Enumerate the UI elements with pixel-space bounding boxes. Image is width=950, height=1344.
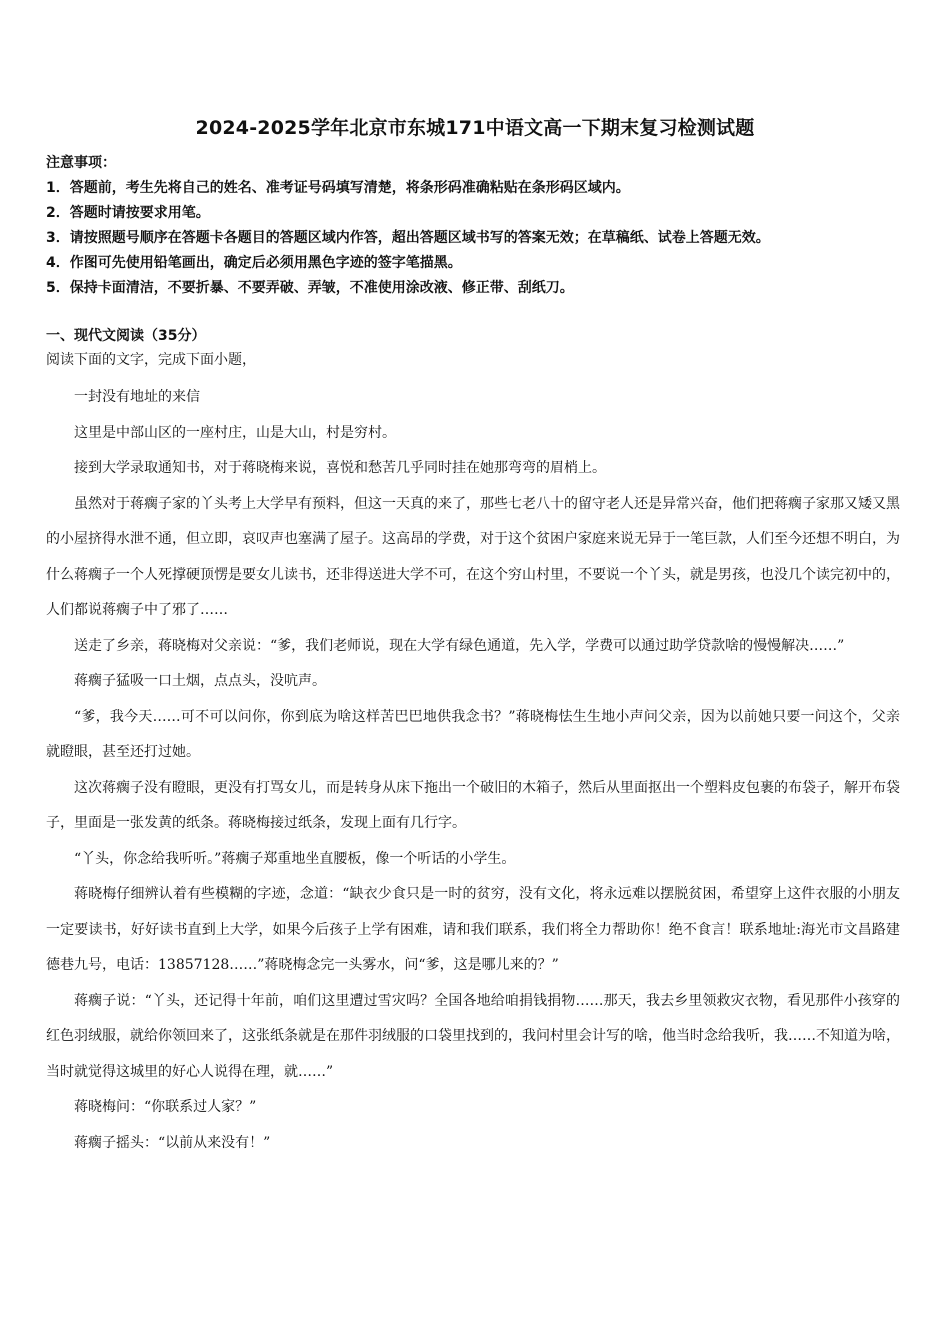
article-body [46, 380, 900, 1161]
article-paragraph: 蒋瘸子说：“丫头，还记得十年前，咱们这里遭过雪灾吗？全国各地给咱捐钱捐物……那天，我去乡里领救灾衣物，看见那件小孩穿的红色羽绒服，就给你领回来了，这张纸条就是在那件羽绒服的口袋里找到的，我问村里会计写的啥，他当时念给我听，我……不知道为啥，当时就觉得这城里的好心人说得在理，就……” [46, 992, 900, 1080]
notice-heading: 注意事项： [46, 155, 116, 171]
article-paragraph: 虽然对于蒋瘸子家的丫头考上大学早有预料，但这一天真的来了，那些七老八十的留守老人还是异常兴奋，他们把蒋瘸子家那又矮又黑的小屋挤得水泄不通，但立即，哀叹声也塞满了屋子。这高昂的学费，对于这个贫困户家庭来说无异于一笔巨款，人们至今还想不明白，为什么蒋瘸子一个人死撑硬顶愣是要女儿读书，还非得送进大学不可，在这个穷山村里，不要说一个丫头，就是男孩，也没几个读完初中的，人们都说蒋瘸子中了邪了…… [46, 495, 900, 618]
article-paragraph: 接到大学录取通知书，对于蒋晓梅来说，喜悦和愁苦几乎同时挂在她那弯弯的眉梢上。 [74, 460, 606, 476]
article-paragraph: 蒋瘸子猛吸一口土烟，点点头，没吭声。 [74, 673, 326, 689]
notice-item: 3．请按照题号顺序在答题卡各题目的答题区域内作答，超出答题区域书写的答案无效；在草稿纸、试卷上答题无效。 [46, 230, 770, 246]
notice-item: 5．保持卡面清洁，不要折暴、不要弄破、弄皱，不准使用涂改液、修正带、刮纸刀。 [46, 280, 574, 296]
article-paragraph: 这次蒋瘸子没有瞪眼，更没有打骂女儿，而是转身从床下拖出一个破旧的木箱子，然后从里面抠出一个塑料皮包裹的布袋子，解开布袋子，里面是一张发黄的纸条。蒋晓梅接过纸条，发现上面有几行字。 [46, 779, 900, 831]
article-paragraph: 蒋晓梅问：“你联系过人家？” [74, 1099, 257, 1115]
article-paragraph: “爹，我今天……可不可以问你，你到底为啥这样苦巴巴地供我念书？”蒋晓梅怯生生地小声问父亲，因为以前她只要一问这个，父亲就瞪眼，甚至还打过她。 [46, 708, 900, 760]
article-paragraph: 蒋晓梅仔细辨认着有些模糊的字迹，念道：“缺衣少食只是一时的贫穷，没有文化，将永远难以摆脱贫困，希望穿上这件衣服的小朋友一定要读书，好好读书直到上大学，如果今后孩子上学有困难，请和我们联系，我们将全力帮助你！绝不食言！联系地址:海光市文昌路建德巷九号，电话：13857128……”蒋晓梅念完一头雾水，问“爹，这是哪儿来的？” [46, 886, 900, 973]
article-paragraph: “丫头，你念给我听听。”蒋瘸子郑重地坐直腰板，像一个听话的小学生。 [74, 850, 516, 867]
article-title: 一封没有地址的来信 [74, 389, 200, 405]
section-instruction: 阅读下面的文字，完成下面小题， [46, 352, 256, 368]
article-paragraph: 蒋瘸子摇头：“以前从来没有！” [74, 1134, 271, 1151]
notice-item: 4．作图可先使用铅笔画出，确定后必须用黑色字迹的签字笔描黑。 [46, 255, 462, 271]
exam-title: 2024-2025学年北京市东城171中语文高一下期末复习检测试题 [195, 117, 755, 139]
notice-item: 1．答题前，考生先将自己的姓名、准考证号码填写清楚，将条形码准确粘贴在条形码区域内。 [46, 180, 630, 196]
section-heading: 一、现代文阅读（35分） [46, 328, 206, 344]
notice-item: 2．答题时请按要求用笔。 [46, 205, 210, 221]
notice-block [46, 151, 926, 301]
article-paragraph: 送走了乡亲，蒋晓梅对父亲说：“爹，我们老师说，现在大学有绿色通道，先入学，学费可以通过助学贷款啥的慢慢解决……” [74, 637, 845, 654]
article-paragraph: 这里是中部山区的一座村庄，山是大山，村是穷村。 [74, 424, 396, 441]
